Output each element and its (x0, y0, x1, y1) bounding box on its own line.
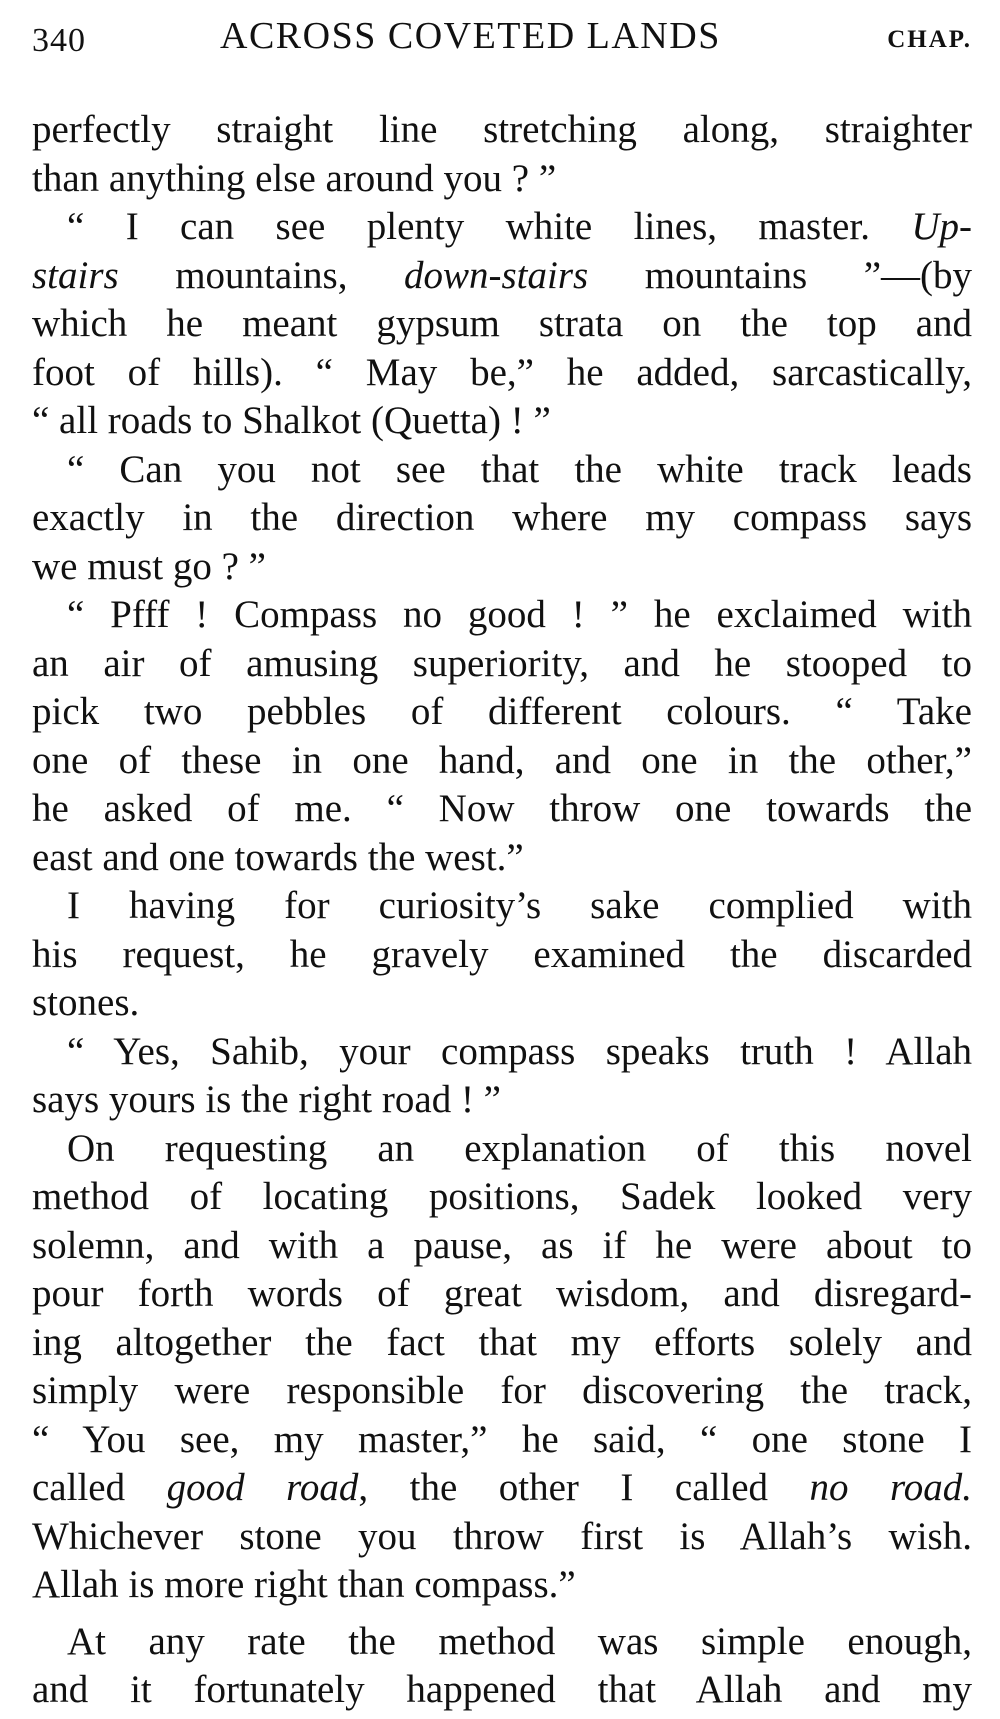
text-line: At any rate the method was simple enough, (67, 1619, 972, 1663)
italic-text: no road. (809, 1466, 973, 1509)
text-span: “ I can see plenty white lines, master. (67, 205, 870, 248)
text-line: “ Pfff ! Compass no good ! ” he exclaimed with (67, 593, 972, 636)
text-span: mountains, (118, 253, 404, 297)
page-number: 340 (32, 22, 86, 59)
text-line: exactly in the direction where my compass says (32, 496, 972, 539)
text-line: we must go ? ” (32, 544, 266, 588)
body-text (32, 106, 972, 1715)
text-line: foot of hills). “ May be,” he added, sarcastically, (32, 350, 972, 394)
text-line: perfectly straight line stretching along, straighter (32, 108, 972, 151)
text-line: ing altogether the fact that my efforts solely and (32, 1320, 972, 1364)
text-line: he asked of me. “ Now throw one towards the (32, 787, 972, 830)
italic-text: stairs (32, 253, 119, 297)
text-line: “ You see, my master,” he said, “ one stone I (32, 1417, 972, 1461)
text-line: which he meant gypsum strata on the top and (32, 302, 972, 345)
text-line: solemn, and with a pause, as if he were about to (32, 1223, 972, 1267)
text-line: and it fortunately happened that Allah and my (32, 1668, 972, 1711)
text-span: , the other I called (358, 1466, 810, 1509)
text-line: simply were responsible for discovering the track, (32, 1369, 972, 1412)
text-line: Allah is more right than compass.” (32, 1563, 576, 1606)
text-line: I having for curiosity’s sake complied with (67, 884, 972, 927)
text-line: than anything else around you ? ” (32, 156, 557, 200)
chapter-label: CHAP. (887, 26, 972, 53)
text-line (32, 1464, 972, 1513)
text-line: “ all roads to Shalkot (Quetta) ! ” (32, 399, 551, 442)
text-line: pour forth words of great wisdom, and disregard- (32, 1272, 972, 1315)
text-line: says yours is the right road ! ” (32, 1078, 501, 1121)
text-line: On requesting an explanation of this novel (67, 1126, 972, 1170)
text-line: Whichever stone you throw first is Allah’s wish. (32, 1514, 972, 1558)
book-title: ACROSS COVETED LANDS (220, 15, 721, 57)
text-line: “ Can you not see that the white track leads (67, 447, 972, 491)
text-line: “ Yes, Sahib, your compass speaks truth ! Allah (67, 1029, 972, 1073)
italic-text: good road (166, 1466, 359, 1509)
running-head (32, 14, 972, 64)
italic-text: down-stairs (403, 253, 589, 297)
text-span: mountains ”—(by (588, 253, 973, 297)
text-line: an air of amusing superiority, and he stooped to (32, 641, 972, 685)
text-line: one of these in one hand, and one in the other,” (32, 738, 972, 782)
text-line: stones. (32, 981, 140, 1024)
text-line: east and one towards the west.” (32, 835, 524, 879)
text-line (32, 252, 972, 301)
text-line (32, 203, 972, 252)
text-line: his request, he gravely examined the discarded (32, 932, 972, 976)
italic-text: Up- (911, 205, 973, 248)
text-line: pick two pebbles of different colours. “ Take (32, 690, 972, 733)
text-span: called (32, 1466, 167, 1509)
text-line: method of locating positions, Sadek looked very (32, 1175, 972, 1218)
